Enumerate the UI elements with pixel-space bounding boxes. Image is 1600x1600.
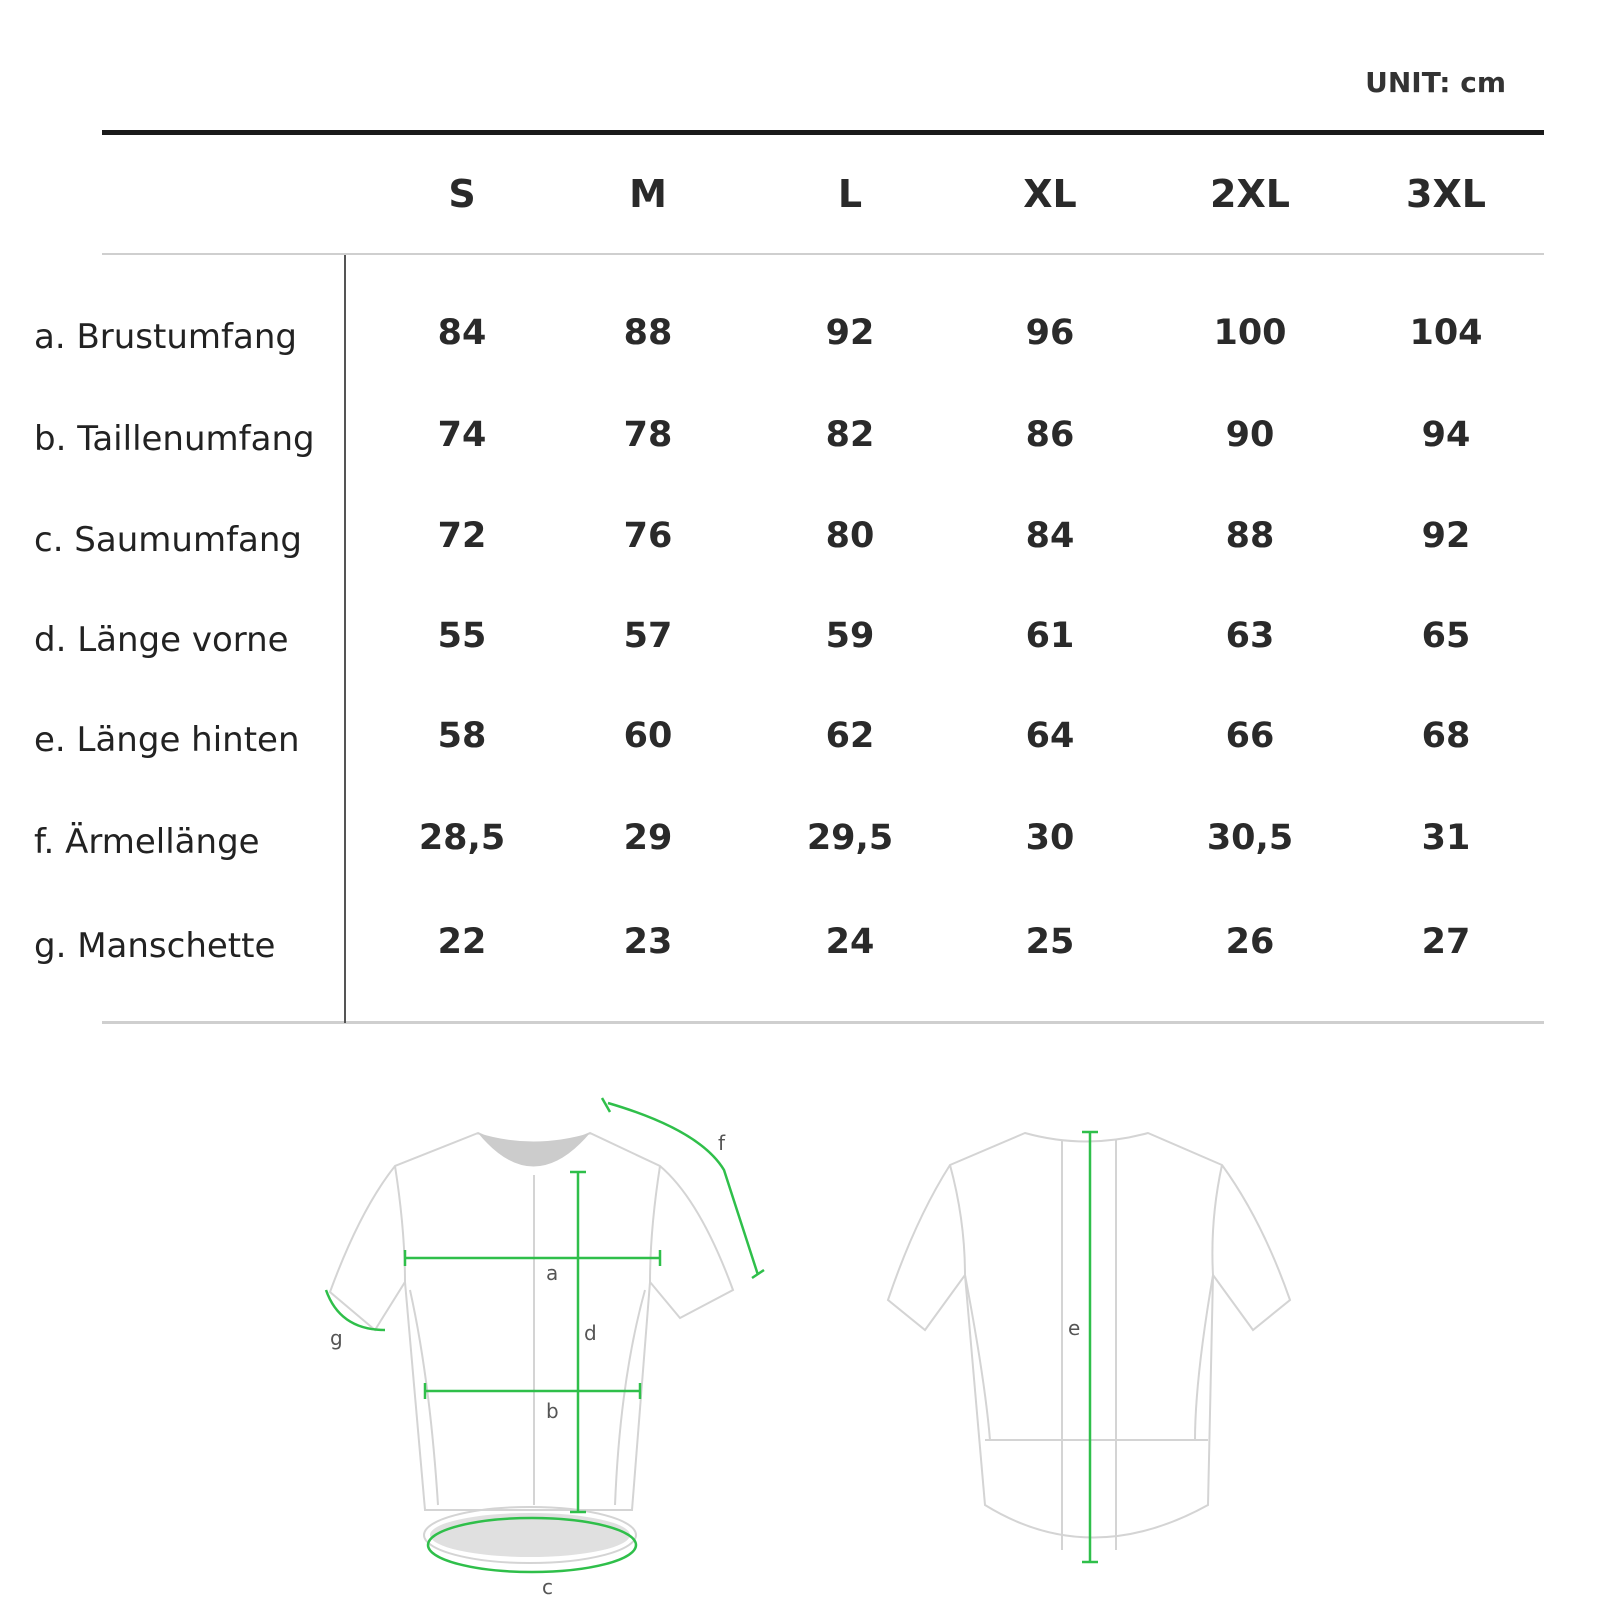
row-label: g. Manschette: [34, 926, 276, 966]
row-label: d. Länge vorne: [34, 620, 289, 660]
table-cell: 84: [1025, 516, 1075, 556]
table-cell: 29: [623, 818, 673, 858]
dim-label-g: g: [330, 1326, 343, 1350]
table-cell: 90: [1225, 415, 1275, 455]
table-cell: 64: [1025, 716, 1075, 756]
table-cell: 94: [1421, 415, 1471, 455]
table-cell: 88: [1225, 516, 1275, 556]
table-cell: 76: [623, 516, 673, 556]
table-cell: 26: [1225, 922, 1275, 962]
dim-label-e: e: [1068, 1316, 1081, 1340]
row-label: f. Ärmellänge: [34, 822, 260, 862]
table-cell: 100: [1213, 313, 1287, 353]
table-cell: 96: [1025, 313, 1075, 353]
table-cell: 92: [1421, 516, 1471, 556]
unit-label: UNIT: cm: [1365, 66, 1506, 99]
table-cell: 31: [1421, 818, 1471, 858]
row-label: c. Saumumfang: [34, 520, 302, 560]
jersey-front: [330, 1133, 733, 1563]
measure-lines-back: [1082, 1132, 1098, 1562]
table-cell: 92: [825, 313, 875, 353]
table-cell: 57: [623, 616, 673, 656]
size-header-l: L: [837, 172, 863, 216]
table-cell: 60: [623, 716, 673, 756]
table-cell: 68: [1421, 716, 1471, 756]
table-cell: 66: [1225, 716, 1275, 756]
table-cell: 61: [1025, 616, 1075, 656]
table-cell: 30,5: [1206, 818, 1294, 858]
table-cell: 65: [1421, 616, 1471, 656]
dim-label-d: d: [584, 1321, 597, 1345]
table-cell: 104: [1409, 313, 1483, 353]
size-header-2xl: 2XL: [1210, 172, 1290, 216]
table-cell: 59: [825, 616, 875, 656]
row-label: e. Länge hinten: [34, 720, 300, 760]
table-cell: 88: [623, 313, 673, 353]
size-header-m: M: [629, 172, 667, 216]
dim-label-f: f: [718, 1131, 726, 1155]
table-cell: 80: [825, 516, 875, 556]
jersey-measurement-diagram: [0, 1040, 1600, 1600]
dim-label-b: b: [546, 1399, 559, 1423]
table-cell: 62: [825, 716, 875, 756]
table-header-rule: [102, 253, 1544, 255]
table-cell: 28,5: [418, 818, 506, 858]
table-cell: 23: [623, 922, 673, 962]
table-cell: 78: [623, 415, 673, 455]
table-label-divider: [344, 255, 346, 1023]
table-cell: 72: [437, 516, 487, 556]
table-cell: 58: [437, 716, 487, 756]
size-header-3xl: 3XL: [1406, 172, 1486, 216]
size-header-s: S: [448, 172, 476, 216]
table-cell: 84: [437, 313, 487, 353]
dim-label-a: a: [546, 1261, 559, 1285]
table-cell: 24: [825, 922, 875, 962]
size-header-xl: XL: [1023, 172, 1077, 216]
table-cell: 25: [1025, 922, 1075, 962]
table-cell: 29,5: [806, 818, 894, 858]
table-cell: 55: [437, 616, 487, 656]
table-cell: 63: [1225, 616, 1275, 656]
table-top-rule: [102, 130, 1544, 135]
row-label: b. Taillenumfang: [34, 419, 315, 459]
table-cell: 82: [825, 415, 875, 455]
jersey-front-collar: [478, 1133, 590, 1167]
table-cell: 22: [437, 922, 487, 962]
dim-label-c: c: [542, 1575, 553, 1599]
table-cell: 27: [1421, 922, 1471, 962]
table-bottom-rule: [102, 1021, 1544, 1024]
table-cell: 30: [1025, 818, 1075, 858]
row-label: a. Brustumfang: [34, 317, 297, 357]
table-cell: 74: [437, 415, 487, 455]
jersey-front-hem: [430, 1513, 630, 1557]
table-cell: 86: [1025, 415, 1075, 455]
